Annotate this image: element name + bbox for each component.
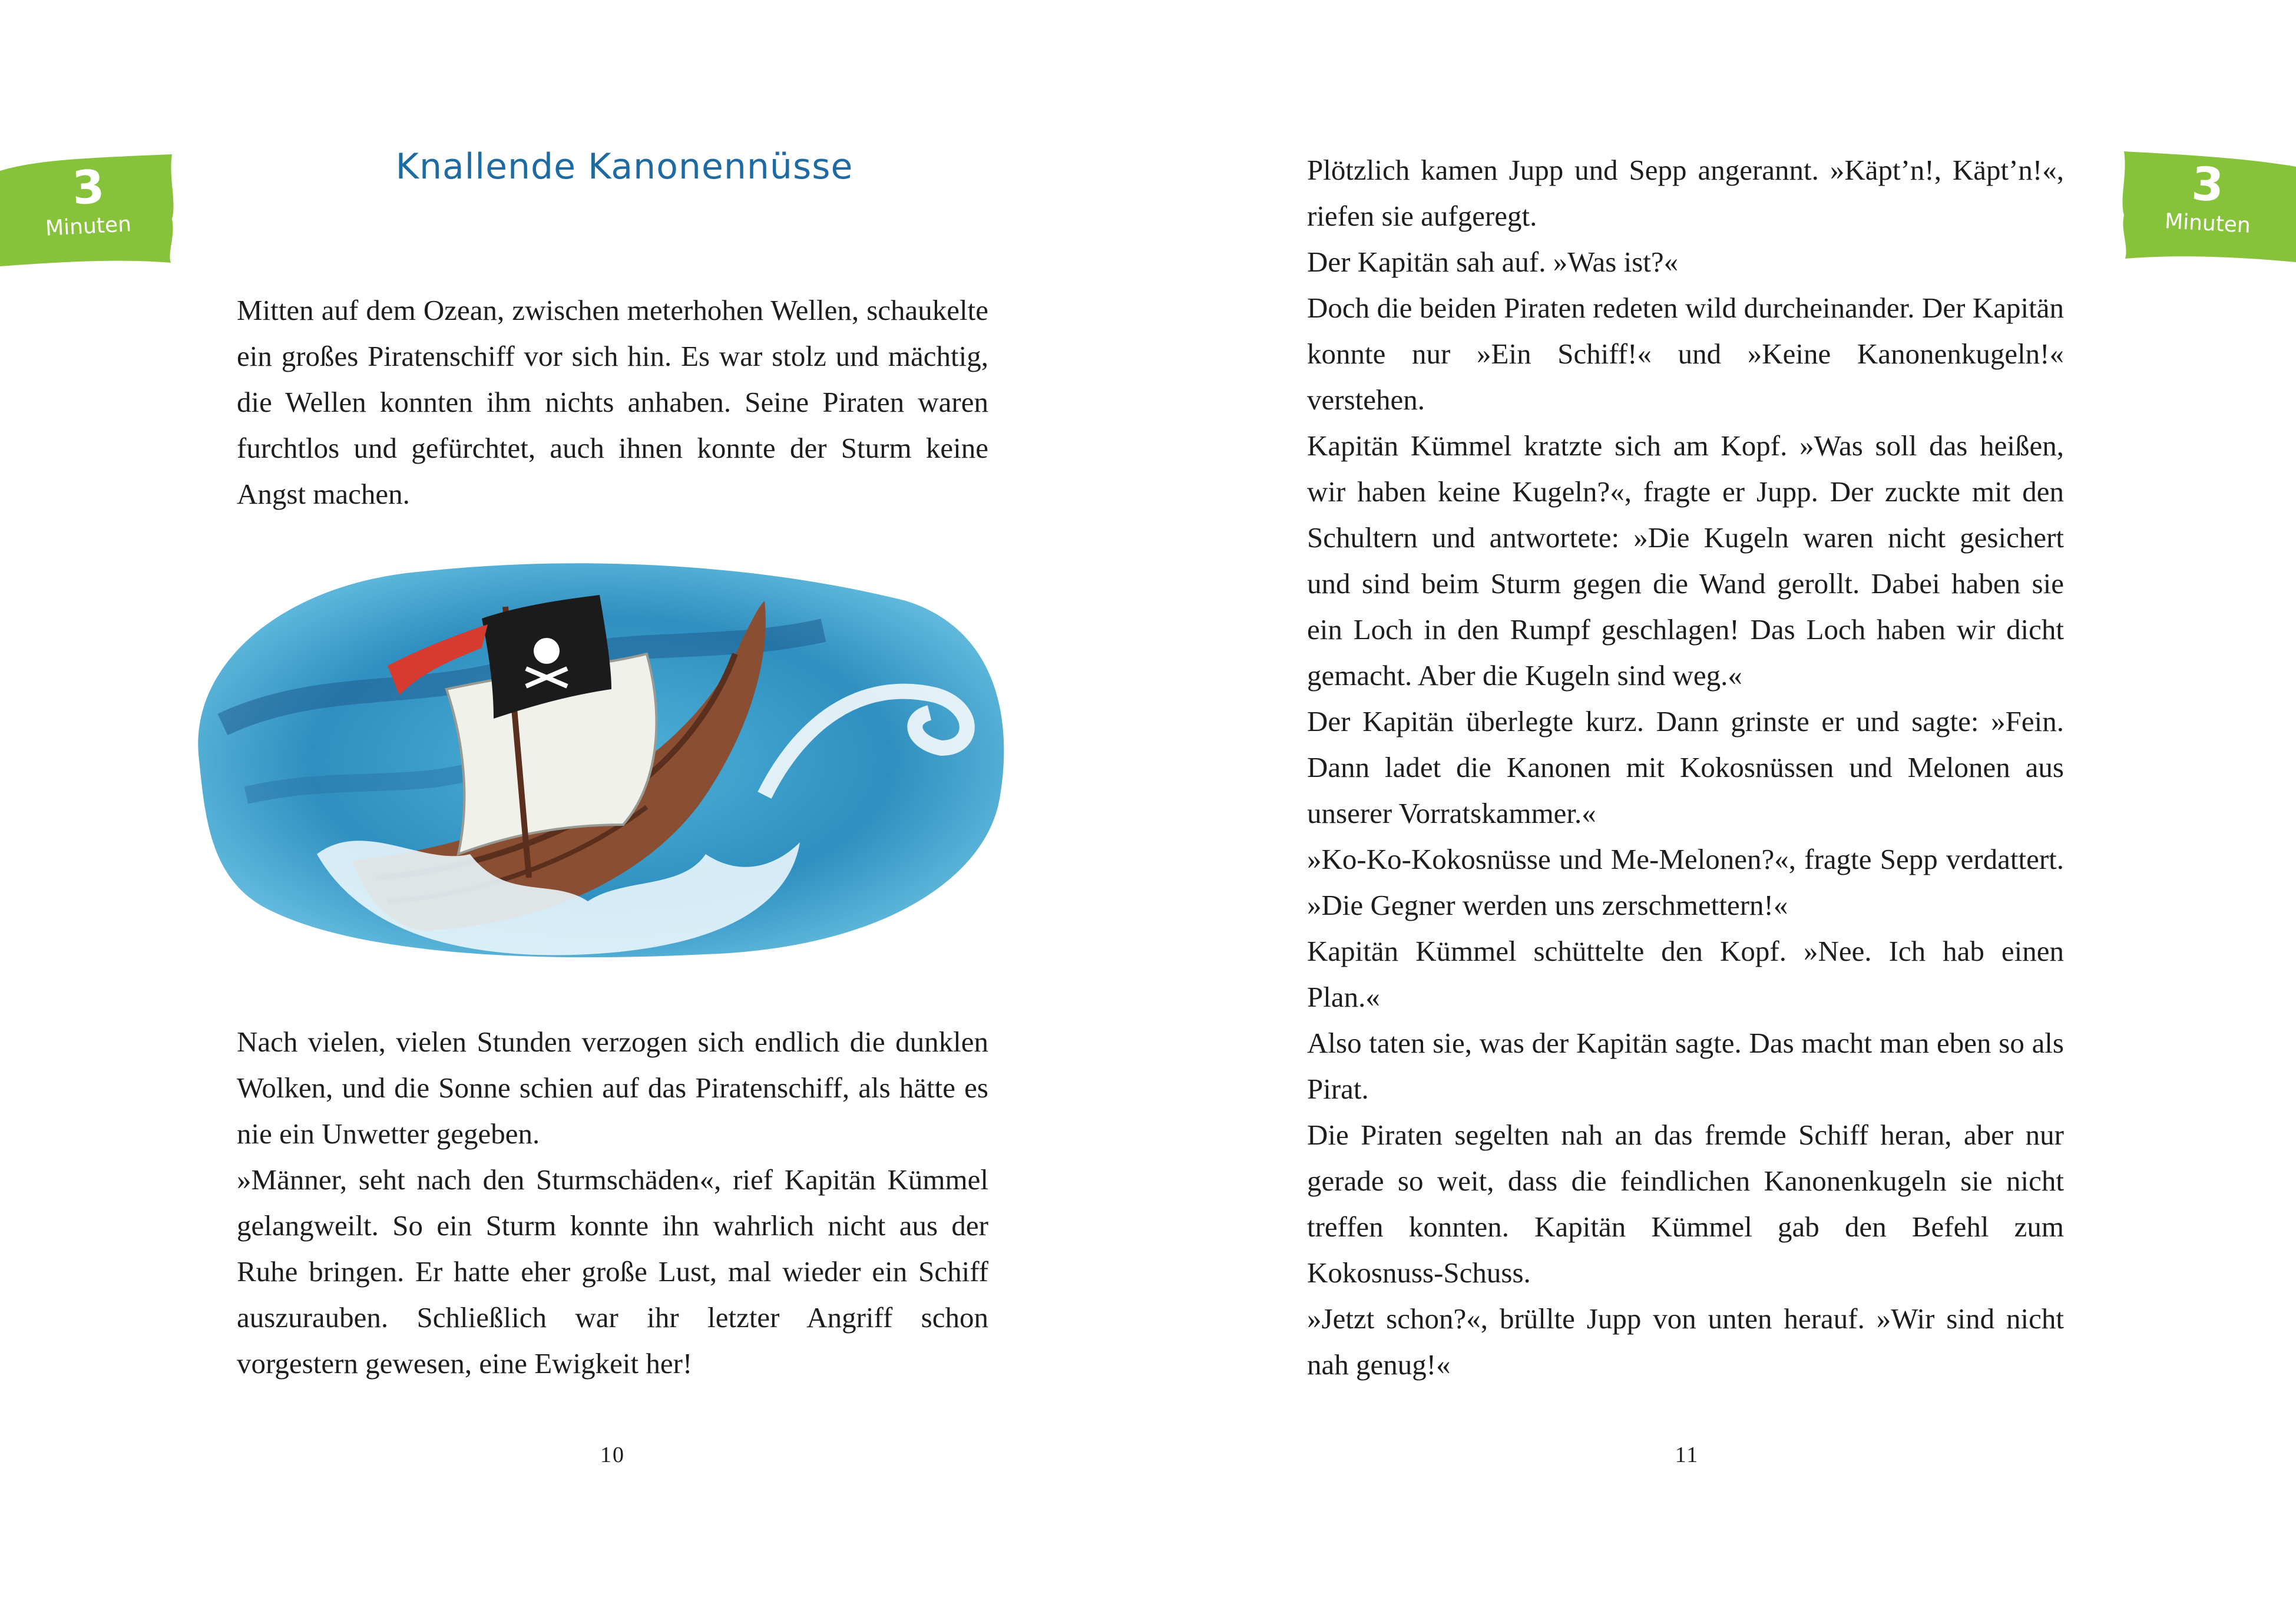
ship-in-storm-picture [176, 548, 1018, 972]
paragraph: Kapitän Kümmel kratzte sich am Kopf. »Was soll das heißen, wir haben keine Kugeln?«, fragte er Jupp. Der zuckte mit den Schultern und antwortete: »Die Kugeln waren nicht gesichert und sind beim Sturm gegen die Wand gerollt. Dabei haben sie ein Loch in den Rumpf geschlagen! Das Loch haben wir dicht gemacht. Aber die Kugeln sind weg.« [1307, 429, 2064, 692]
paragraph: Mitten auf dem Ozean, zwischen meterhohen Wellen, schaukelte ein großes Piratenschiff vor sich hin. Es war stolz und mächtig, die Wellen konnten ihm nichts anhaben. Seine Piraten waren furchtlos und gefürchtet, auch ihnen konnte der Sturm keine Angst machen. [237, 294, 988, 510]
pirate-ship-illustration [176, 548, 1018, 972]
badge-number: 3 [71, 160, 106, 216]
story-title: Knallende Kanonennüsse [395, 146, 853, 187]
badge-unit: Minuten [2164, 209, 2251, 238]
paragraph: »Männer, seht nach den Sturmschäden«, rief Kapitän Kümmel gelangweilt. So ein Sturm konnte ihn wahrlich nicht aus der Ruhe bringen. Er hatte eher große Lust, mal wieder ein Schiff auszurauben. Schließlich war ihr letzter Angriff schon vorgestern gewesen, eine Ewigkeit her! [237, 1163, 988, 1380]
paragraph: Kapitän Kümmel schüttelte den Kopf. »Nee. Ich hab einen Plan.« [1307, 935, 2064, 1013]
paragraph: Plötzlich kamen Jupp und Sepp angerannt. »Käpt’n!, Käpt’n!«, riefen sie aufgeregt. [1307, 154, 2064, 232]
paragraph: Der Kapitän sah auf. »Was ist?« [1307, 246, 1679, 278]
paragraph: Also taten sie, was der Kapitän sagte. Das macht man eben so als Pirat. [1307, 1027, 2064, 1105]
text-block-bottom [237, 1019, 988, 1387]
paragraph: Nach vielen, vielen Stunden verzogen sich endlich die dunklen Wolken, und die Sonne schien auf das Piratenschiff, als hätte es nie ein Unwetter gegeben. [237, 1026, 988, 1150]
reading-time-badge [2119, 151, 2296, 263]
paragraph: Doch die beiden Piraten redeten wild durcheinander. Der Kapitän konnte nur »Ein Schiff!« und »Keine Kanonenkugeln!« verstehen. [1307, 292, 2064, 416]
paragraph: Der Kapitän überlegte kurz. Dann grinste er und sagte: »Fein. Dann ladet die Kanonen mit Kokosnüssen und Melonen aus unserer Vorratskammer.« [1307, 705, 2064, 829]
text-block-top [237, 287, 988, 517]
text-block-main [1307, 147, 2064, 1388]
badge-unit: Minuten [45, 212, 132, 241]
paragraph: Die Piraten segelten nah an das fremde Schiff heran, aber nur gerade so weit, dass die feindlichen Kanonenkugeln sie nicht treffen konnten. Kapitän Kümmel gab den Befehl zum Kokosnuss-Schuss. [1307, 1119, 2064, 1289]
page-number: 10 [600, 1443, 625, 1467]
paragraph: »Ko-Ko-Kokosnüsse und Me-Melonen?«, fragte Sepp verdattert. »Die Gegner werden uns zerschmettern!« [1307, 843, 2064, 921]
page-number: 11 [1675, 1443, 1699, 1467]
badge-number: 3 [2190, 157, 2225, 213]
reading-time-badge [0, 154, 177, 266]
paragraph: »Jetzt schon?«, brüllte Jupp von unten herauf. »Wir sind nicht nah genug!« [1307, 1302, 2064, 1381]
